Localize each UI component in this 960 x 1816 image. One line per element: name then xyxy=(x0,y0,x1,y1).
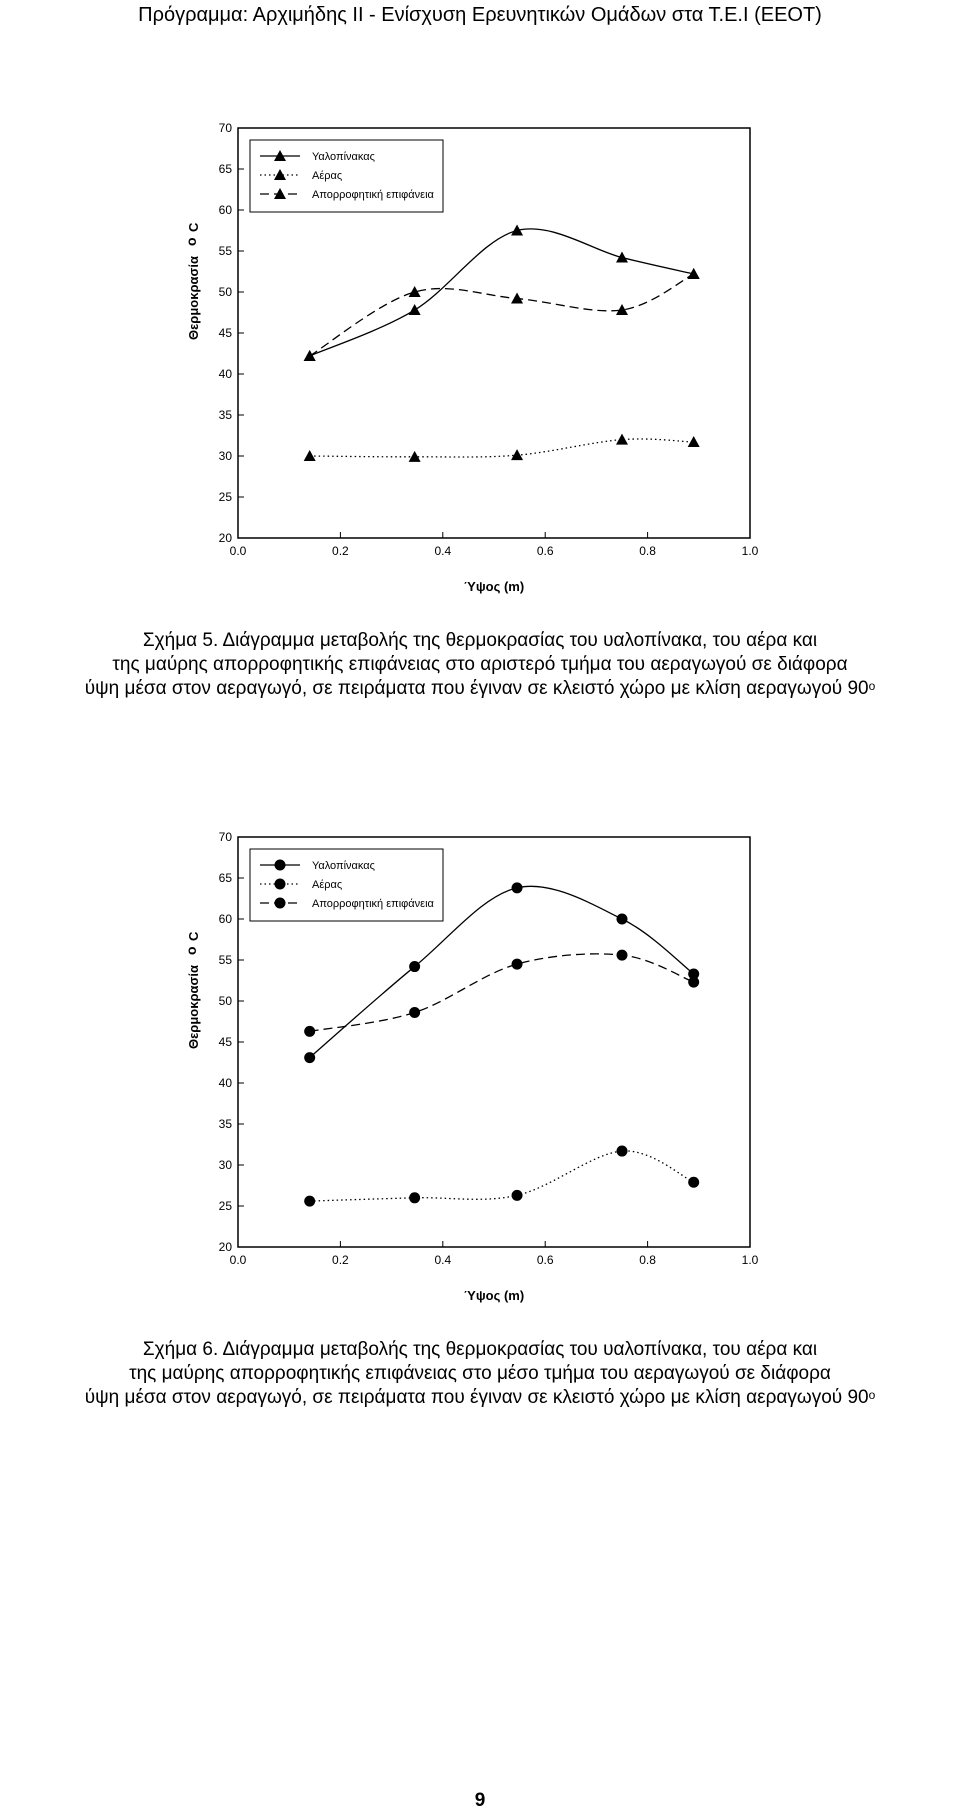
legend-label: Υαλοπίνακας xyxy=(312,151,375,163)
legend-label: Απορροφητική επιφάνεια xyxy=(312,189,434,201)
legend-label: Υαλοπίνακας xyxy=(312,860,375,872)
data-point xyxy=(409,1007,420,1018)
x-tick-label: 0.4 xyxy=(434,544,452,558)
data-point xyxy=(617,950,628,961)
series-dotted xyxy=(304,1146,699,1207)
x-tick-label: 0.4 xyxy=(434,1253,452,1267)
data-point xyxy=(688,436,700,447)
data-point xyxy=(512,959,523,970)
x-tick-label: 1.0 xyxy=(741,1253,759,1267)
series-line xyxy=(310,1151,694,1201)
chart-svg xyxy=(150,827,790,1327)
y-tick-label: 60 xyxy=(218,912,232,926)
y-tick-label: 25 xyxy=(218,1199,232,1213)
y-tick-label: 60 xyxy=(218,203,232,217)
data-point xyxy=(304,1052,315,1063)
y-tick-label: 25 xyxy=(218,490,232,504)
page-header xyxy=(0,2,960,28)
caption-line-text: ύψη μέσα στον αεραγωγό, σε πειράματα που έγιναν σε κλειστό χώρο με κλίση αεραγωγού 90 xyxy=(84,1387,869,1408)
data-point xyxy=(304,450,316,461)
series-dotted xyxy=(304,434,700,462)
data-point xyxy=(304,1196,315,1207)
data-point xyxy=(616,434,628,445)
y-tick-label: 35 xyxy=(218,408,232,422)
legend-marker xyxy=(275,898,286,909)
legend-label: Αέρας xyxy=(312,170,343,182)
y-tick-label: 40 xyxy=(218,367,232,381)
caption-line: Σχήμα 5. Διάγραμμα μεταβολής της θερμοκρασίας του υαλοπίνακα, του αέρα και xyxy=(142,630,818,651)
header-title: Πρόγραμμα: Αρχιμήδης ΙΙ - Ενίσχυση Ερευνητικών Ομάδων στα Τ.Ε.Ι (ΕΕΟΤ) xyxy=(138,4,822,26)
y-tick-label: 55 xyxy=(218,953,232,967)
data-point xyxy=(409,961,420,972)
y-tick-label: 30 xyxy=(218,449,232,463)
series-line xyxy=(310,954,694,1031)
legend xyxy=(250,849,443,921)
y-tick-label: 50 xyxy=(218,285,232,299)
caption-line xyxy=(0,677,960,701)
y-axis-label-unit: C xyxy=(186,222,201,232)
caption-line xyxy=(0,1386,960,1410)
y-tick-label: 40 xyxy=(218,1076,232,1090)
page-number: 9 xyxy=(474,1790,486,1811)
y-tick-label: 65 xyxy=(218,871,232,885)
x-axis-label: Ύψος (m) xyxy=(463,579,525,594)
x-axis-label: Ύψος (m) xyxy=(463,1288,525,1303)
y-tick-label: 55 xyxy=(218,244,232,258)
figure-6-caption xyxy=(0,1338,960,1410)
series-line xyxy=(310,439,694,457)
y-axis-label-unit-sup: o xyxy=(183,237,199,246)
caption-line: Σχήμα 6. Διάγραμμα μεταβολής της θερμοκρασίας του υαλοπίνακα, του αέρα και xyxy=(142,1339,818,1360)
data-point xyxy=(512,1190,523,1201)
data-point xyxy=(688,977,699,988)
y-tick-label: 70 xyxy=(218,830,232,844)
x-tick-label: 1.0 xyxy=(741,544,759,558)
y-tick-label: 20 xyxy=(218,531,232,545)
y-tick-label: 20 xyxy=(218,1240,232,1254)
y-axis-label xyxy=(183,222,201,340)
y-tick-label: 45 xyxy=(218,326,232,340)
data-point xyxy=(617,914,628,925)
y-tick-label: 30 xyxy=(218,1158,232,1172)
x-tick-label: 0.8 xyxy=(639,544,656,558)
legend-marker xyxy=(275,860,286,871)
figure-6-chart xyxy=(150,827,790,1303)
y-tick-label: 65 xyxy=(218,162,232,176)
degree-superscript: ο xyxy=(868,1388,876,1402)
y-axis-label-text: Θερμοκρασία xyxy=(186,965,201,1049)
figure-5-chart xyxy=(150,118,790,594)
x-tick-label: 0.8 xyxy=(639,1253,656,1267)
data-point xyxy=(616,252,628,263)
y-axis-label-unit: C xyxy=(186,931,201,941)
data-point xyxy=(304,350,316,361)
series-line xyxy=(310,229,694,356)
degree-superscript: ο xyxy=(868,679,876,693)
figure-5-caption xyxy=(0,629,960,701)
x-tick-label: 0.0 xyxy=(229,1253,247,1267)
series-solid xyxy=(304,225,700,361)
data-point xyxy=(688,1177,699,1188)
data-point xyxy=(409,1192,420,1203)
legend-label: Αέρας xyxy=(312,879,343,891)
y-tick-label: 70 xyxy=(218,121,232,135)
data-point xyxy=(617,1146,628,1157)
series-line xyxy=(310,274,694,356)
chart-svg xyxy=(150,118,790,618)
legend xyxy=(250,140,443,212)
series-dashed xyxy=(304,268,700,361)
y-tick-label: 50 xyxy=(218,994,232,1008)
data-point xyxy=(512,882,523,893)
legend-marker xyxy=(275,879,286,890)
caption-line: της μαύρης απορροφητικής επιφάνειας στο μέσο τμήμα του αεραγωγού σε διάφορα xyxy=(129,1363,831,1384)
x-tick-label: 0.0 xyxy=(229,544,247,558)
x-tick-label: 0.6 xyxy=(536,544,554,558)
x-tick-label: 0.2 xyxy=(332,544,349,558)
x-tick-label: 0.2 xyxy=(332,1253,349,1267)
series-dashed xyxy=(304,950,699,1037)
data-point xyxy=(409,304,421,315)
y-axis-label-text: Θερμοκρασία xyxy=(186,256,201,340)
y-axis-label-unit-sup: o xyxy=(183,946,199,955)
y-tick-label: 45 xyxy=(218,1035,232,1049)
caption-line-text: ύψη μέσα στον αεραγωγό, σε πειράματα που έγιναν σε κλειστό χώρο με κλίση αεραγωγού 90 xyxy=(84,678,869,699)
y-tick-label: 35 xyxy=(218,1117,232,1131)
data-point xyxy=(511,293,523,304)
y-axis-label xyxy=(183,931,201,1049)
data-point xyxy=(304,1026,315,1037)
x-tick-label: 0.6 xyxy=(536,1253,554,1267)
legend-label: Απορροφητική επιφάνεια xyxy=(312,898,434,910)
caption-line: της μαύρης απορροφητικής επιφάνειας στο αριστερό τμήμα του αεραγωγού σε διάφορα xyxy=(112,654,848,675)
